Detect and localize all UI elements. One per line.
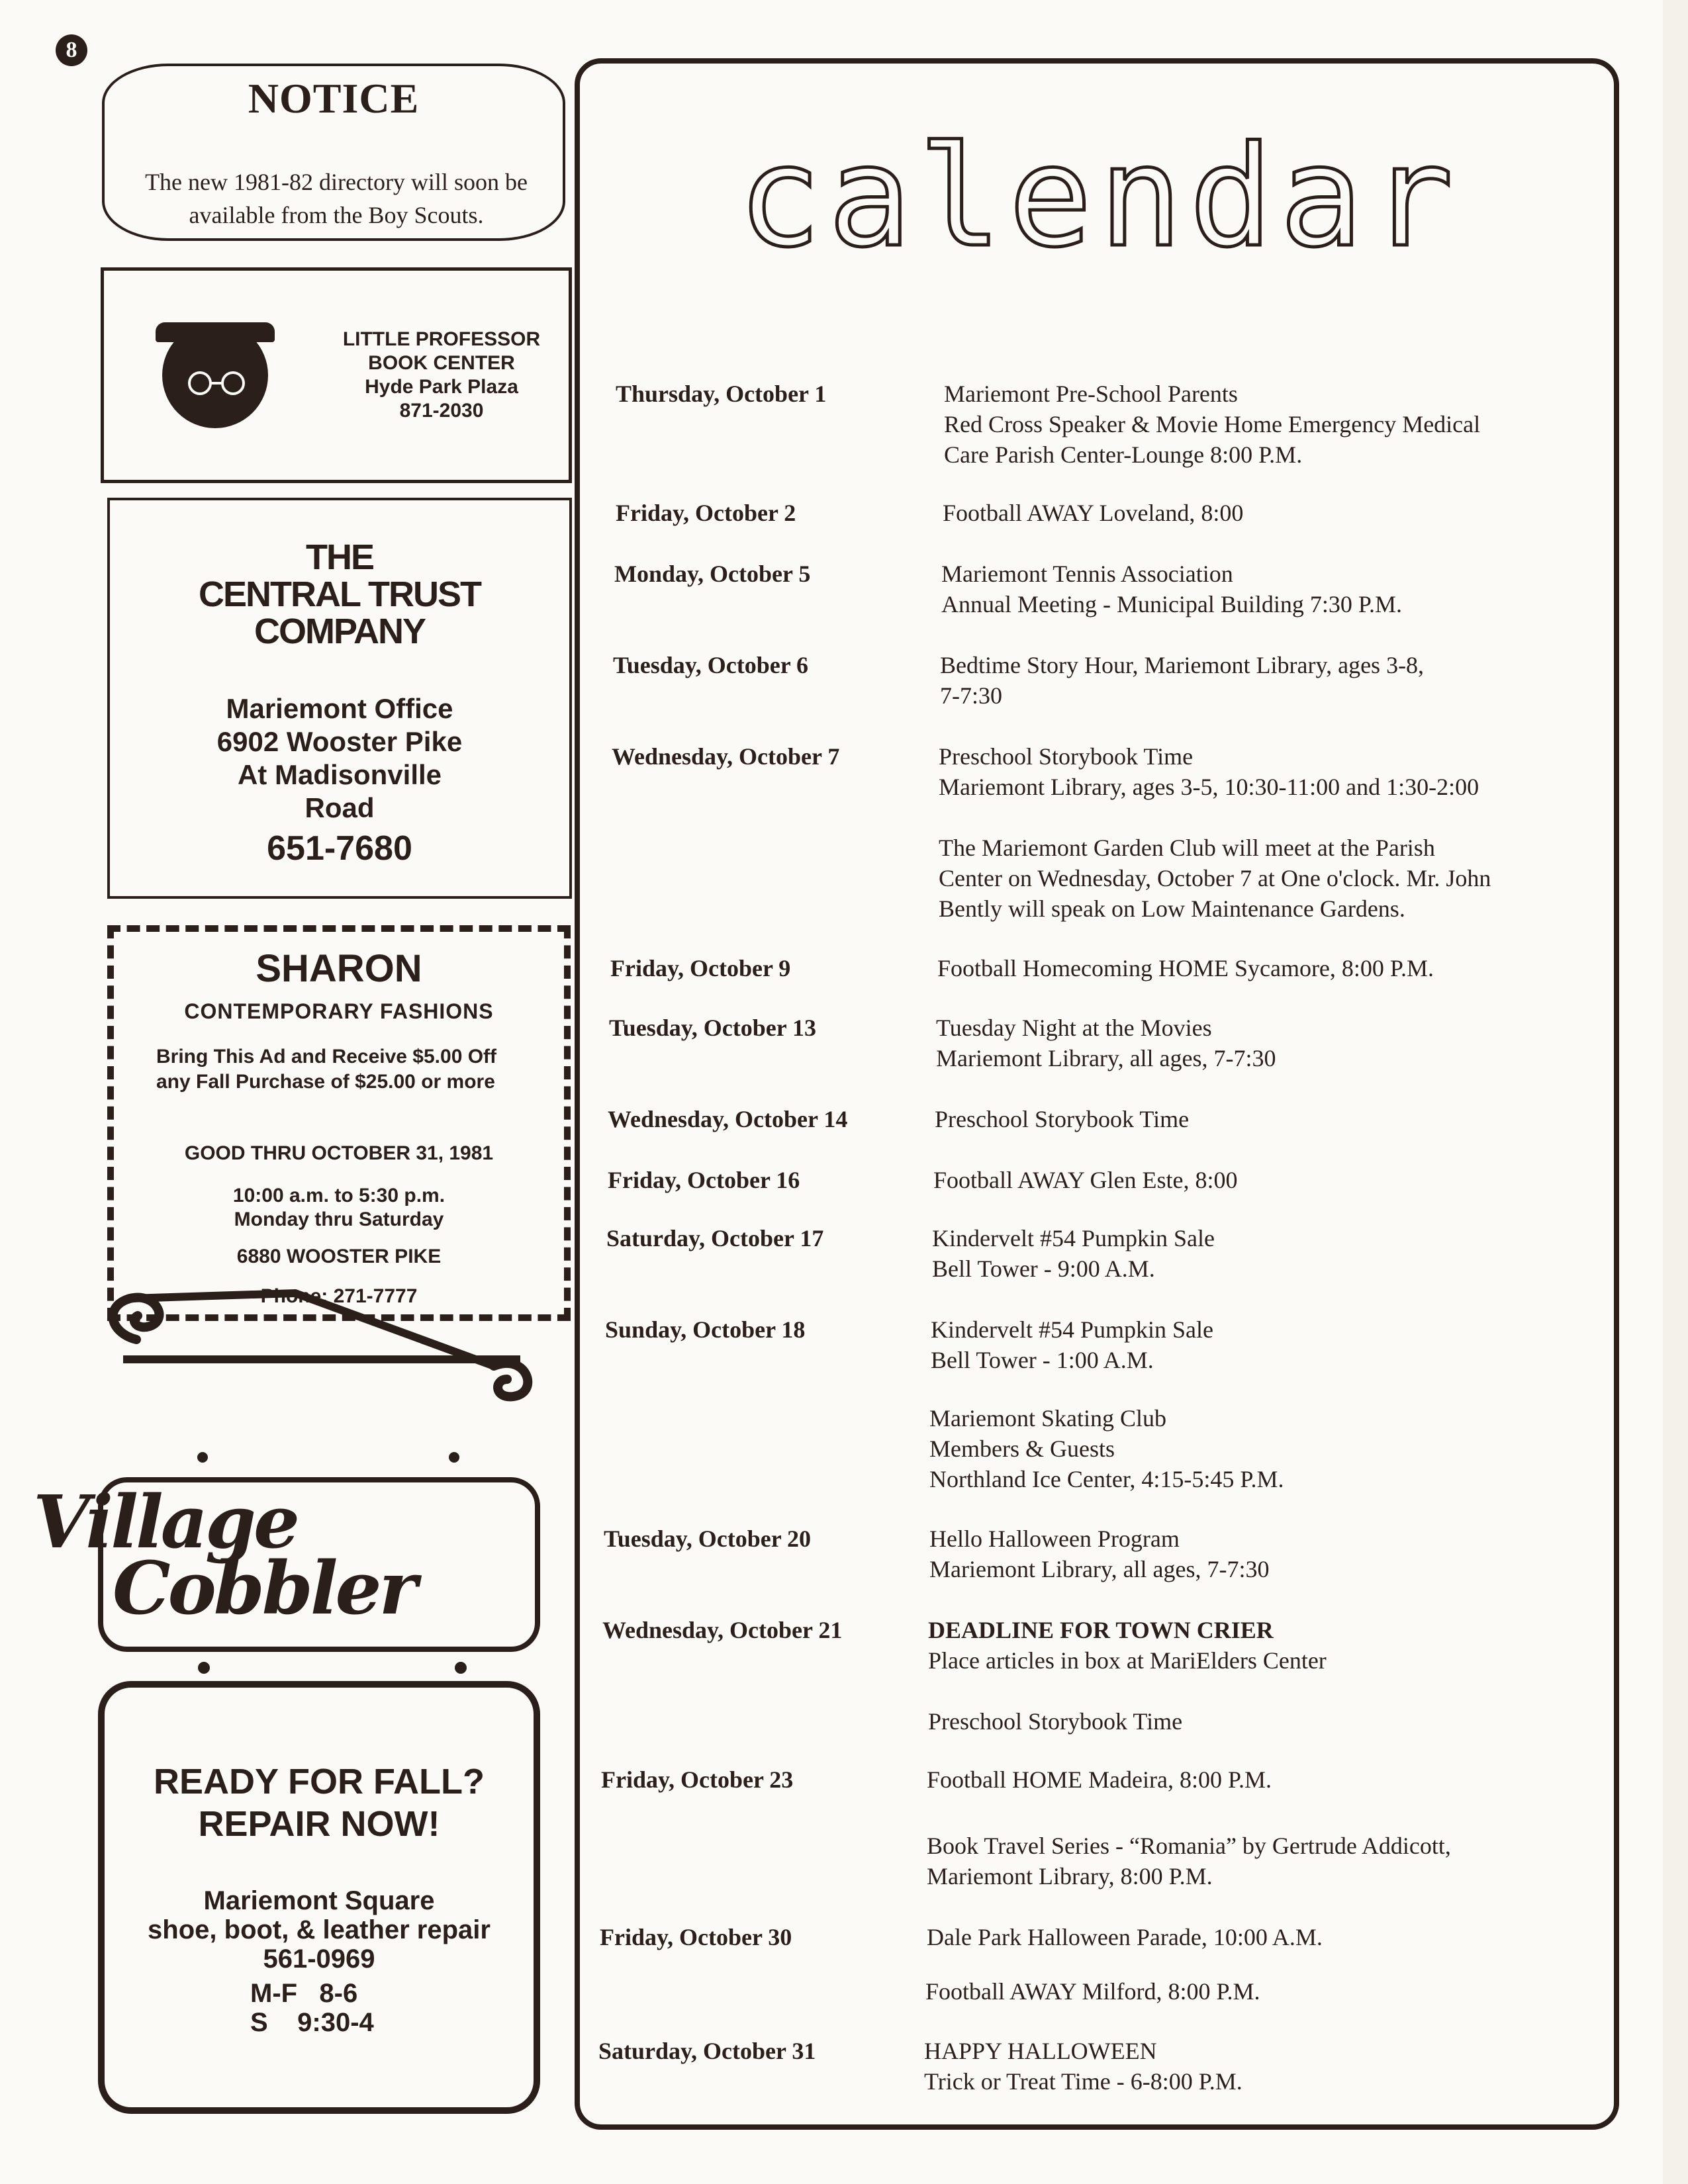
ct-name-line: COMPANY [254,612,425,651]
calendar-event-line: Football Homecoming HOME Sycamore, 8:00 P.M. [937,955,1434,981]
central-trust-ad [107,498,572,899]
calendar-event-line: Tuesday Night at the Movies [936,1015,1212,1041]
calendar-date: Saturday, October 17 [606,1225,824,1251]
calendar-event [929,1524,1591,1584]
lp-line: 871-2030 [399,400,484,422]
sharon-subtitle: CONTEMPORARY FASHIONS [184,999,494,1023]
calendar-event-line: Bell Tower - 1:00 A.M. [931,1347,1154,1373]
cobbler-detail-line: Mariemont Square [203,1886,435,1915]
page-number: 8 [56,34,87,66]
cobbler-hours [250,1979,449,2037]
notice-text: The new 1981-82 directory will soon be available from the Boy Scouts. [145,169,528,228]
calendar-event-line: 7-7:30 [940,682,1002,709]
calendar-event-line: Place articles in box at MariElders Center [928,1647,1327,1674]
calendar-event-line: Book Travel Series - “Romania” by Gertrude Addicott, [927,1833,1451,1859]
sharon-offer: Bring This Ad and Receive $5.00 Off any Fall Purchase of $25.00 or more [156,1046,497,1093]
calendar-event-line: Red Cross Speaker & Movie Home Emergency Medical [944,411,1481,437]
ct-address-line: Road [305,792,375,823]
calendar-date: Wednesday, October 21 [602,1617,843,1643]
cobbler-details [105,1886,534,1974]
sign-hooks-icon [196,1655,474,1681]
calendar-date: Friday, October 16 [608,1167,800,1193]
calendar-event-line: Football AWAY Glen Este, 8:00 [933,1167,1238,1193]
cobbler-hours-line: M-F 8-6 [250,1979,358,2008]
calendar-event-line: Dale Park Halloween Parade, 10:00 A.M. [927,1924,1323,1950]
calendar-event [932,1223,1594,1284]
central-trust-address [110,692,569,825]
calendar-event [933,1165,1595,1195]
cobbler-headline-line: REPAIR NOW! [198,1804,440,1844]
calendar-event-line: Annual Meeting - Municipal Building 7:30 P.M. [941,591,1402,617]
calendar-event [929,1403,1591,1494]
ct-name-line: CENTRAL TRUST [199,574,481,614]
calendar-date: Tuesday, October 20 [604,1525,812,1552]
mortarboard-icon [156,322,275,342]
calendar-event [944,379,1606,470]
cobbler-detail-line: 561-0969 [263,1944,375,1974]
calendar-event [935,1104,1597,1134]
calendar-event [939,741,1601,802]
calendar-event [925,1976,1587,2007]
calendar-event-line: Mariemont Library, ages 3-5, 10:30-11:00 and 1:30-2:00 [939,774,1479,800]
glasses-icon [183,370,250,396]
sharon-days: Monday thru Saturday [234,1208,444,1230]
cobbler-headline [105,1760,534,1845]
calendar-date: Friday, October 2 [616,500,796,526]
calendar-event [936,1013,1598,1073]
lp-line: LITTLE PROFESSOR [342,328,541,350]
lp-line: BOOK CENTER [368,352,515,374]
little-professor-ad [101,267,572,483]
calendar-event [924,2036,1586,2097]
calendar-event-line: Preschool Storybook Time [935,1106,1190,1132]
calendar-event-line: HAPPY HALLOWEEN [924,2038,1157,2064]
ct-address-line: Mariemont Office [226,693,453,724]
cobbler-name-line: Cobbler [113,1545,415,1631]
calendar-event-line: DEADLINE FOR TOWN CRIER [928,1617,1274,1643]
calendar-event [940,650,1602,711]
central-trust-phone: 651-7680 [267,829,412,868]
calendar-date: Tuesday, October 6 [613,652,809,678]
calendar-event [931,1314,1593,1375]
calendar-event-line: Mariemont Library, all ages, 7-7:30 [936,1045,1276,1071]
calendar-event [927,1831,1589,1891]
calendar-event [939,833,1601,924]
notice-title: NOTICE [248,75,420,122]
calendar-event-line: Bell Tower - 9:00 A.M. [932,1255,1155,1282]
calendar-event-line: Preschool Storybook Time [928,1708,1183,1735]
calendar-event [927,1922,1589,1952]
sharon-phone: Phone: 271-7777 [260,1285,418,1307]
calendar-event-line: Mariemont Library, 8:00 P.M. [927,1863,1213,1889]
calendar-date: Saturday, October 31 [598,2038,816,2064]
page-edge [1663,0,1688,2184]
calendar-event-line: Members & Guests [929,1435,1115,1462]
calendar-event [927,1764,1589,1795]
calendar-event-line: Kindervelt #54 Pumpkin Sale [932,1225,1215,1251]
calendar-date: Wednesday, October 14 [608,1106,848,1132]
calendar-date: Thursday, October 1 [616,381,827,407]
calendar-event [941,559,1603,619]
calendar-event-line: Mariemont Tennis Association [941,561,1233,587]
calendar-date: Tuesday, October 13 [609,1015,817,1041]
calendar-event-line: Center on Wednesday, October 7 at One o'clock. Mr. John [939,865,1491,891]
sharon-address: 6880 WOOSTER PIKE [236,1246,442,1267]
calendar-event [943,498,1605,528]
cobbler-name-line: Village [33,1479,297,1565]
calendar-event-line: Mariemont Skating Club [929,1405,1166,1432]
calendar-event-line: Northland Ice Center, 4:15-5:45 P.M. [929,1466,1284,1492]
sharon-title: SHARON [256,947,422,990]
calendar-event-line: Care Parish Center-Lounge 8:00 P.M. [944,441,1303,468]
village-cobbler-logo [33,1479,444,1631]
calendar-date: Friday, October 9 [610,955,791,981]
calendar-date: Friday, October 30 [600,1924,792,1950]
calendar-date: Monday, October 5 [614,561,811,587]
calendar-date: Friday, October 23 [601,1766,794,1793]
cobbler-hours-line: S 9:30-4 [250,2008,374,2037]
cobbler-headline-line: READY FOR FALL? [153,1762,485,1801]
calendar-date: Sunday, October 18 [605,1316,806,1343]
sharon-good-thru: GOOD THRU OCTOBER 31, 1981 [184,1142,494,1164]
cobbler-detail-line: shoe, boot, & leather repair [148,1915,491,1944]
calendar-event-line: Hello Halloween Program [929,1525,1180,1552]
calendar-event-line: Football AWAY Loveland, 8:00 [943,500,1244,526]
calendar-title: calendar [737,116,1460,278]
calendar-event [928,1706,1590,1737]
calendar-event-line: Mariemont Library, all ages, 7-7:30 [929,1556,1270,1582]
little-professor-text [322,328,561,423]
sharon-coupon-ad [107,925,571,1321]
sharon-hours: 10:00 a.m. to 5:30 p.m. [232,1185,445,1206]
cobbler-repair-ad [98,1681,540,2114]
ct-address-line: At Madisonville [237,759,442,790]
calendar-date: Wednesday, October 7 [612,743,840,770]
calendar-event-line: Football HOME Madeira, 8:00 P.M. [927,1766,1272,1793]
calendar-event-line: Mariemont Pre-School Parents [944,381,1238,407]
notice-box [102,64,565,241]
calendar-event-line: Bently will speak on Low Maintenance Gardens. [939,895,1405,922]
calendar-event [928,1615,1590,1676]
central-trust-name [110,539,569,650]
calendar-panel [575,58,1619,2130]
calendar-event [937,953,1599,983]
calendar-event-line: The Mariemont Garden Club will meet at the Parish [939,835,1435,861]
calendar-event-line: Bedtime Story Hour, Mariemont Library, ages 3-8, [940,652,1425,678]
ct-name-line: THE [306,537,373,577]
calendar-event-line: Preschool Storybook Time [939,743,1194,770]
calendar-event-line: Trick or Treat Time - 6-8:00 P.M. [924,2068,1243,2095]
calendar-event-line: Kindervelt #54 Pumpkin Sale [931,1316,1213,1343]
lp-line: Hyde Park Plaza [365,376,518,398]
ct-address-line: 6902 Wooster Pike [216,726,463,757]
calendar-event-line: Football AWAY Milford, 8:00 P.M. [925,1978,1260,2005]
